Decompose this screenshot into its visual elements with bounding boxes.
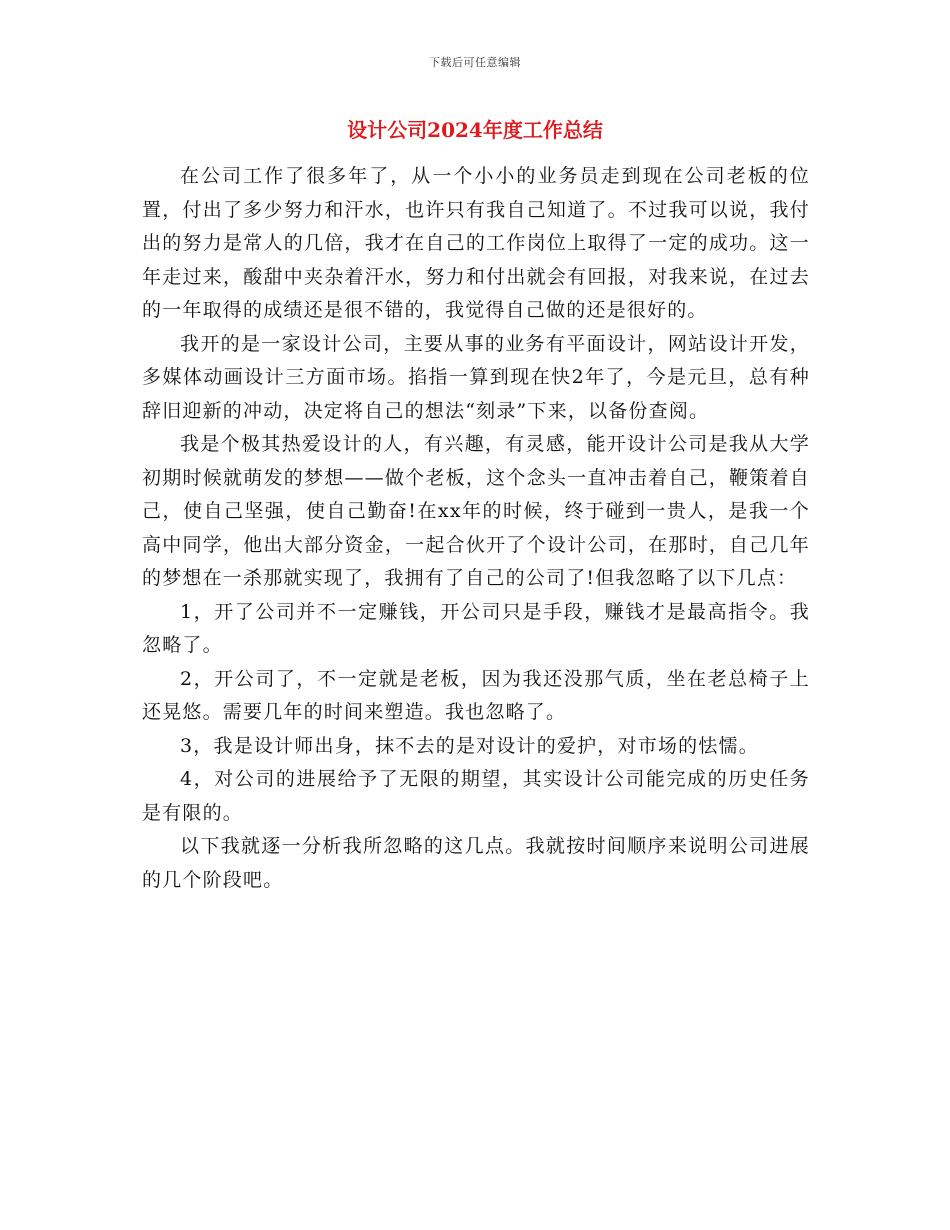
list-item-1: 1，开了公司并不一定赚钱，开公司只是手段，赚钱才是最高指令。我忽略了。 [142, 600, 810, 656]
paragraph-1: 在公司工作了很多年了，从一个小小的业务员走到现在公司老板的位置，付出了多少努力和汗水，也许只有我自己知道了。不过我可以说，我付出的努力是常人的几倍，我才在自己的工作岗位上取得了一定的成功。这一年走过来，酸甜中夹杂着汗水，努力和付出就会有回报，对我来说，在过去的一年取得的成绩还是很不错的，我觉得自己做的还是很好的。 [142, 165, 810, 321]
paragraph-closing: 以下我就逐一分析我所忽略的这几点。我就按时间顺序来说明公司进展的几个阶段吧。 [142, 835, 810, 891]
list-item-4: 4，对公司的进展给予了无限的期望，其实设计公司能完成的历史任务是有限的。 [142, 768, 810, 824]
list-item-2: 2，开公司了，不一定就是老板，因为我还没那气质，坐在老总椅子上还晃悠。需要几年的时间来塑造。我也忽略了。 [142, 667, 810, 723]
paragraph-2: 我开的是一家设计公司，主要从事的业务有平面设计，网站设计开发，多媒体动画设计三方面市场。掐指一算到现在快2年了，今是元旦，总有种辞旧迎新的冲动，决定将自己的想法“刻录”下来，以备份查阅。 [142, 332, 810, 422]
document-body [142, 160, 810, 897]
list-item-3: 3，我是设计师出身，抹不去的是对设计的爱护，对市场的怯懦。 [180, 734, 759, 757]
paragraph-3: 我是个极其热爱设计的人，有兴趣，有灵感，能开设计公司是我从大学初期时候就萌发的梦想——做个老板，这个念头一直冲击着自己，鞭策着自己，使自己坚强，使自己勤奋!在xx年的时候，终于碰到一贵人，是我一个高中同学，他出大部分资金，一起合伙开了个设计公司，在那时，自己几年的梦想在一杀那就实现了，我拥有了自己的公司了!但我忽略了以下几点： [142, 433, 810, 589]
header-note: 下载后可任意编辑 [429, 56, 521, 69]
document-title: 设计公司2024年度工作总结 [347, 118, 603, 142]
